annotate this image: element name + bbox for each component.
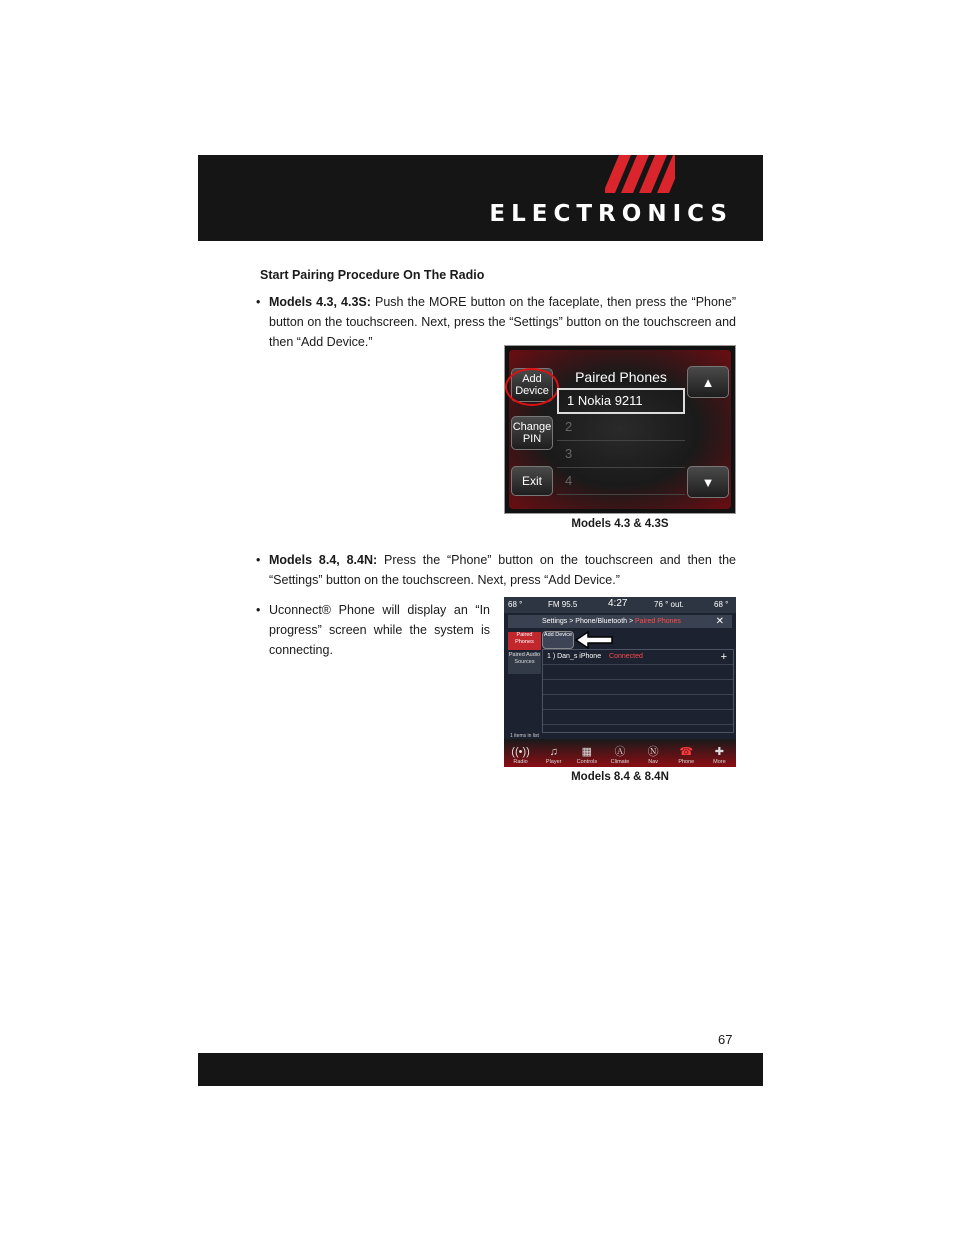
add-device-button[interactable]: Add Device: [511, 368, 553, 402]
page-number: 67: [718, 1032, 733, 1047]
bullet-models-43: [238, 292, 736, 352]
list-item[interactable]: 3: [557, 441, 685, 468]
change-pin-button[interactable]: Change PIN: [511, 416, 553, 450]
nav-label: More: [713, 759, 726, 765]
bullet-dot: •: [256, 603, 261, 617]
nav-label: Player: [545, 759, 562, 765]
device-name: 1 ) Dan_s iPhone: [547, 653, 602, 660]
arrow-icon: [574, 630, 614, 650]
nav-label: Climate: [610, 759, 630, 765]
list-item[interactable]: 4: [557, 468, 685, 495]
list-item: [543, 680, 733, 695]
items-count: 1 items in list: [510, 733, 539, 739]
list-item: [543, 695, 733, 710]
bullet-lead: Models 4.3, 4.3S:: [269, 295, 371, 309]
sub-heading: Start Pairing Procedure On The Radio: [260, 268, 485, 282]
section-header-band: [198, 155, 763, 241]
player-icon: ♫: [549, 746, 558, 758]
figure-caption: Models 4.3 & 4.3S: [571, 518, 669, 530]
nav-label: Radio: [513, 759, 528, 765]
nav-player[interactable]: [541, 745, 567, 765]
exit-button[interactable]: Exit: [511, 466, 553, 496]
phone-up-icon[interactable]: ▲: [687, 366, 729, 398]
section-title: ELECTRONICS: [489, 201, 733, 227]
nav-more[interactable]: [706, 745, 732, 765]
list-item[interactable]: 2: [557, 414, 685, 441]
figure-43-screen: [504, 345, 736, 514]
temp-right: 68 °: [714, 600, 729, 609]
device-status: Connected: [609, 653, 643, 660]
breadcrumb: [508, 615, 732, 628]
climate-icon: Ⓐ: [614, 746, 626, 758]
nav-climate[interactable]: [607, 745, 633, 765]
radio-icon: ((•)): [511, 746, 530, 758]
nav-label: Phone: [678, 759, 695, 765]
nav-controls[interactable]: [574, 745, 600, 765]
outside-temp: 76 ° out.: [654, 600, 684, 609]
brand-stripes-icon: [605, 155, 675, 193]
status-bar: [504, 597, 736, 613]
bullet-models-84: [238, 550, 736, 590]
nav-label: Controls: [576, 759, 598, 765]
add-device-button[interactable]: Add Device: [542, 631, 574, 649]
nav-nav[interactable]: [640, 745, 666, 765]
radio-station: FM 95.5: [548, 600, 578, 609]
figure-84-screen: [504, 597, 736, 767]
close-icon[interactable]: ✕: [715, 616, 724, 627]
nav-phone[interactable]: [673, 745, 699, 765]
sidebar-item-paired-audio[interactable]: Paired Audio Sources: [508, 652, 541, 674]
figure-caption: Models 8.4 & 8.4N: [571, 771, 669, 783]
bullet-text: Phone will display an “In progress” screen while the system is connecting.: [269, 603, 491, 657]
plus-icon[interactable]: +: [720, 651, 727, 663]
breadcrumb-path: Settings > Phone/Bluetooth >: [542, 618, 636, 625]
bullet-uconnect: [238, 600, 490, 660]
bullet-dot: •: [256, 553, 261, 567]
list-item: [543, 710, 733, 725]
list-item: [543, 665, 733, 680]
more-icon: ✚: [714, 746, 725, 758]
footer-band: [198, 1053, 763, 1086]
paired-phones-list: [557, 366, 685, 495]
list-title: Paired Phones: [575, 369, 667, 385]
compass-icon: Ⓝ: [647, 746, 659, 758]
highlight-ring: [505, 368, 559, 406]
bullet-dot: •: [256, 295, 261, 309]
phone-down-icon[interactable]: ▼: [687, 466, 729, 498]
list-item[interactable]: [543, 650, 733, 665]
bullet-lead: Models 8.4, 8.4N:: [269, 553, 378, 567]
bullet-text: Push the MORE button on the faceplate, then press the “Phone” button on the touchscreen. Next, press the “Settings” button on the touchscreen and then “Add Device.”: [269, 295, 737, 349]
settings-sidebar: [508, 632, 541, 676]
sidebar-item-paired-phones[interactable]: Paired Phones: [508, 632, 541, 650]
breadcrumb-current: Paired Phones: [635, 618, 681, 625]
clock: 4:27: [608, 598, 628, 609]
bullet-lead: Uconnect®: [269, 603, 332, 617]
controls-icon: ▦: [581, 746, 593, 758]
paired-devices-list: [542, 649, 734, 733]
bullet-text: Press the “Phone” button on the touchscreen and then the “Settings” button on the touchscreen. Next, press “Add Device.”: [269, 553, 736, 587]
nav-label: Nav: [648, 759, 659, 765]
list-item[interactable]: 1 Nokia 9211: [557, 388, 685, 414]
phone-icon: ☎: [679, 746, 694, 758]
bottom-nav: [504, 739, 736, 767]
nav-radio[interactable]: [508, 745, 534, 765]
temp-left: 68 °: [508, 600, 523, 609]
